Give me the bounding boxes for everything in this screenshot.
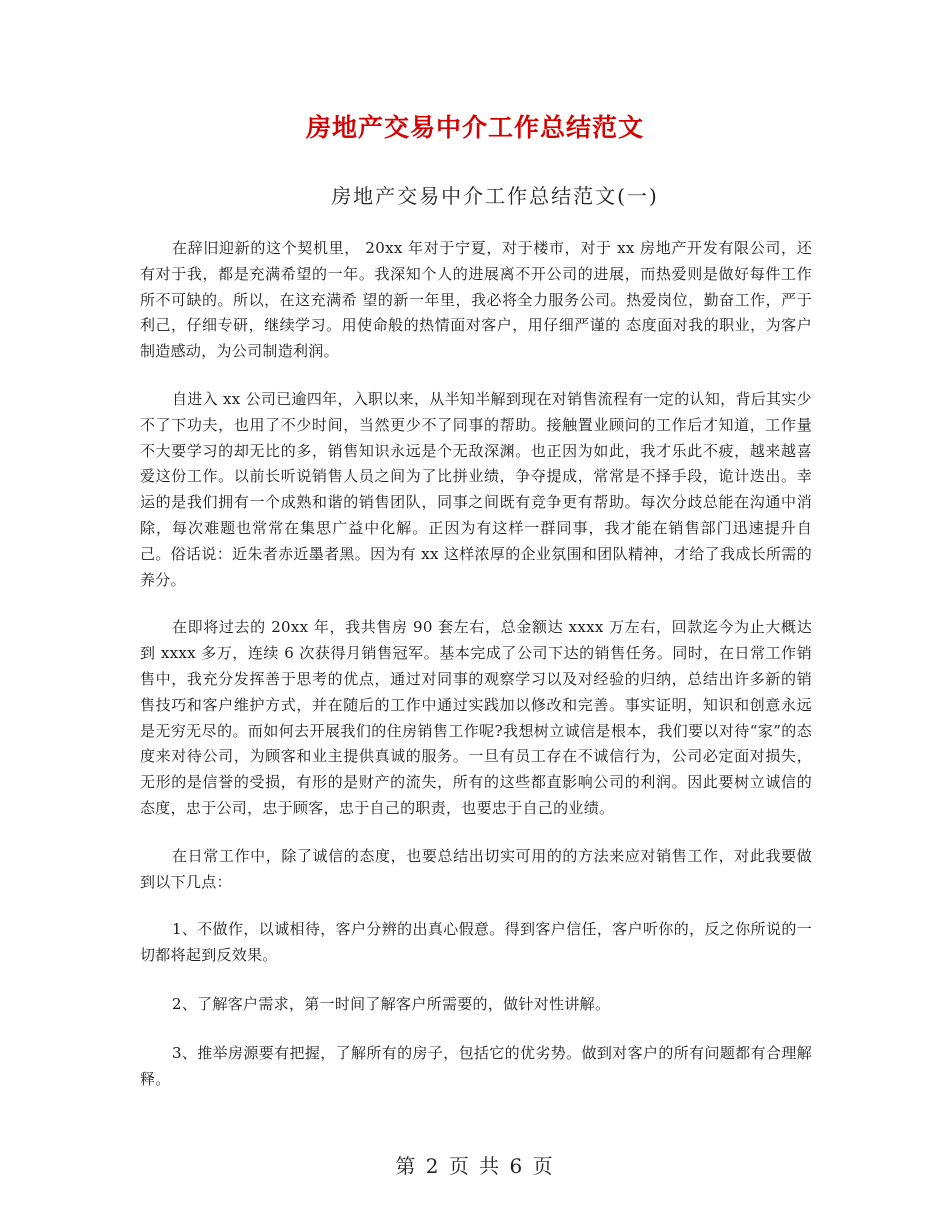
paragraph: 在日常工作中，除了诚信的态度，也要总结出切实可用的的方法来应对销售工作，对此我要做到以下几点： — [140, 846, 812, 891]
paragraph: 自进入 xx 公司已逾四年，入职以来，从半知半解到现在对销售流程有一定的认知，背后其实少不了下功夫，也用了不少时间，当然更少不了同事的帮助。接触置业顾问的工作后才知道，工作量不大要学习的却无比的多，销售知识永远是个无敌深渊。也正因为如此，我才乐此不疲，越来越喜爱这份工作。以前长听说销售人员之间为了比拼业绩，争夺提成，常常是不择手段，诡计迭出。幸运的是我们拥有一个成熟和谐的销售团队，同事之间既有竞争更有帮助。每次分歧总能在沟通中消除，每次难题也常常在集思广益中化解。正因为有这样一群同事，我才能在销售部门迅速提升自己。俗话说：近朱者赤近墨者黑。因为有 xx 这样浓厚的企业氛围和团队精神，才给了我成长所需的养分。 — [140, 389, 812, 589]
paragraph: 在辞旧迎新的这个契机里， 20xx 年对于宁夏，对于楼市，对于 xx 房地产开发有限公司，还有对于我，都是充满希望的一年。我深知个人的进展离不开公司的进展，而热爱则是做好每件工作所不可缺的。所以，在这充满希 望的新一年里，我必将全力服务公司。热爱岗位，勤奋工作，严于利己，仔细专研，继续学习。用使命般的热情面对客户，用仔细严谨的 态度面对我的职业，为客户制造感动，为公司制造利润。 — [140, 239, 812, 361]
list-item: 3、推举房源要有把握，了解所有的房子，包括它的优劣势。做到对客户的所有问题都有合理解释。 — [140, 1043, 812, 1088]
list-item: 2、了解客户需求，第一时间了解客户所需要的，做针对性讲解。 — [172, 994, 611, 1013]
page-number-footer: 第 2 页 共 6 页 — [395, 1154, 555, 1178]
paragraph: 在即将过去的 20xx 年，我共售房 90 套左右，总金额达 xxxx 万左右，回款迄今为止大概达到 xxxx 多万，连续 6 次获得月销售冠军。基本完成了公司下达的销售任务。同时，在日常工作销售中，我充分发挥善于思考的优点，通过对同事的观察学习以及对经验的归纳，总结出许多新的销售技巧和客户维护方式，并在随后的工作中通过实践加以修改和完善。事实证明，知识和创意永远是无穷无尽的。而如何去开展我们的住房销售工作呢?我想树立诚信是根本，我们要以对待“家”的态度来对待公司，为顾客和业主提供真诚的服务。一旦有员工存在不诚信行为，公司必定面对损失，无形的是信誉的受损，有形的是财产的流失，所有的这些都直影响公司的利润。因此要树立诚信的态度，忠于公司，忠于顾客，忠于自己的职责，也要忠于自己的业绩。 — [140, 618, 812, 817]
document-title: 房地产交易中介工作总结范文 — [305, 113, 644, 142]
document-body — [140, 236, 812, 1115]
list-item: 1、不做作，以诚相待，客户分辨的出真心假意。得到客户信任，客户听你的，反之你所说的一切都将起到反效果。 — [140, 920, 812, 965]
section-title: 房地产交易中介工作总结范文(一) — [331, 184, 659, 208]
